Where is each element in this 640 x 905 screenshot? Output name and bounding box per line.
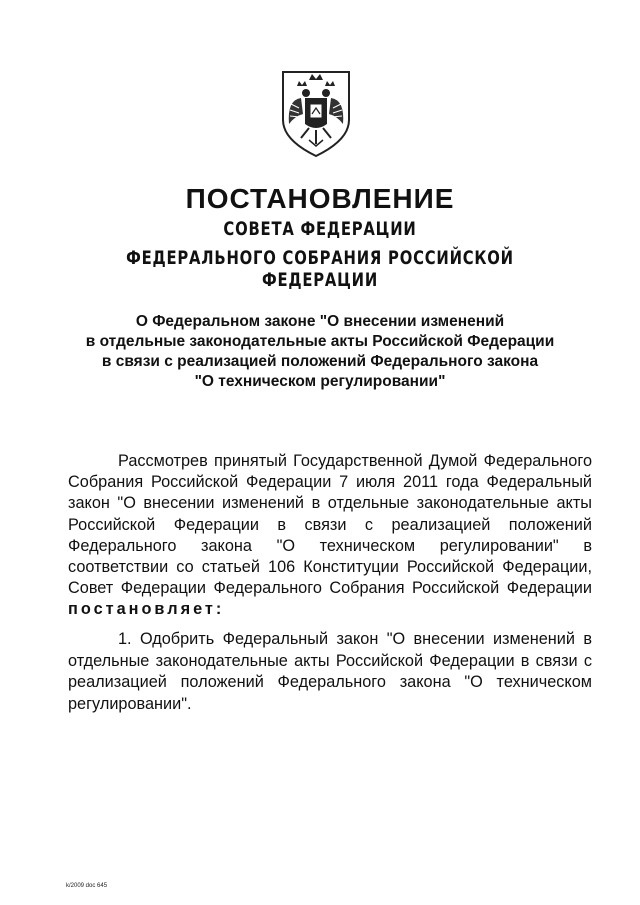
footer-code: k/2009 doc 645 (66, 883, 108, 889)
document-heading (60, 312, 580, 392)
document-title: ПОСТАНОВЛЕНИЕ (185, 183, 455, 214)
preamble-text: Рассмотрев принятый Государственной Думой Федерального Собрания Российской Федерации 7 июля 2011 года Федеральный закон "О внесении изменений в отдельные законодательные акты Российской Федерации в связи с реализацией положений Федерального закона "О техническом регулировании" в соответствии со статьей 106 Конституции Российской Федерации, Совет Федерации Федерального Собрания Российской Федерации (68, 452, 592, 598)
heading-line: в отдельные законодательные акты Российской Федерации (85, 333, 555, 350)
resolves-word: постановляет: (68, 600, 225, 619)
heading-line: в связи с реализацией положений Федерального закона (101, 353, 539, 370)
preamble-paragraph (68, 451, 592, 621)
coat-of-arms-icon (279, 68, 353, 158)
heading-line: О Федеральном законе "О внесении изменений (135, 313, 505, 330)
heading-line: "О техническом регулировании" (194, 373, 446, 390)
issuer-line-2: ФЕДЕРАЛЬНОГО СОБРАНИЯ РОССИЙСКОЙ ФЕДЕРАЦИИ (126, 247, 514, 291)
resolution-item-1 (68, 629, 592, 715)
item-1-text: 1. Одобрить Федеральный закон "О внесении изменений в отдельные законодательные акты Российской Федерации в связи с реализацией положений Федерального закона "О техническом регулировании". (68, 630, 592, 713)
issuer-line-1: СОВЕТА ФЕДЕРАЦИИ (223, 218, 417, 240)
